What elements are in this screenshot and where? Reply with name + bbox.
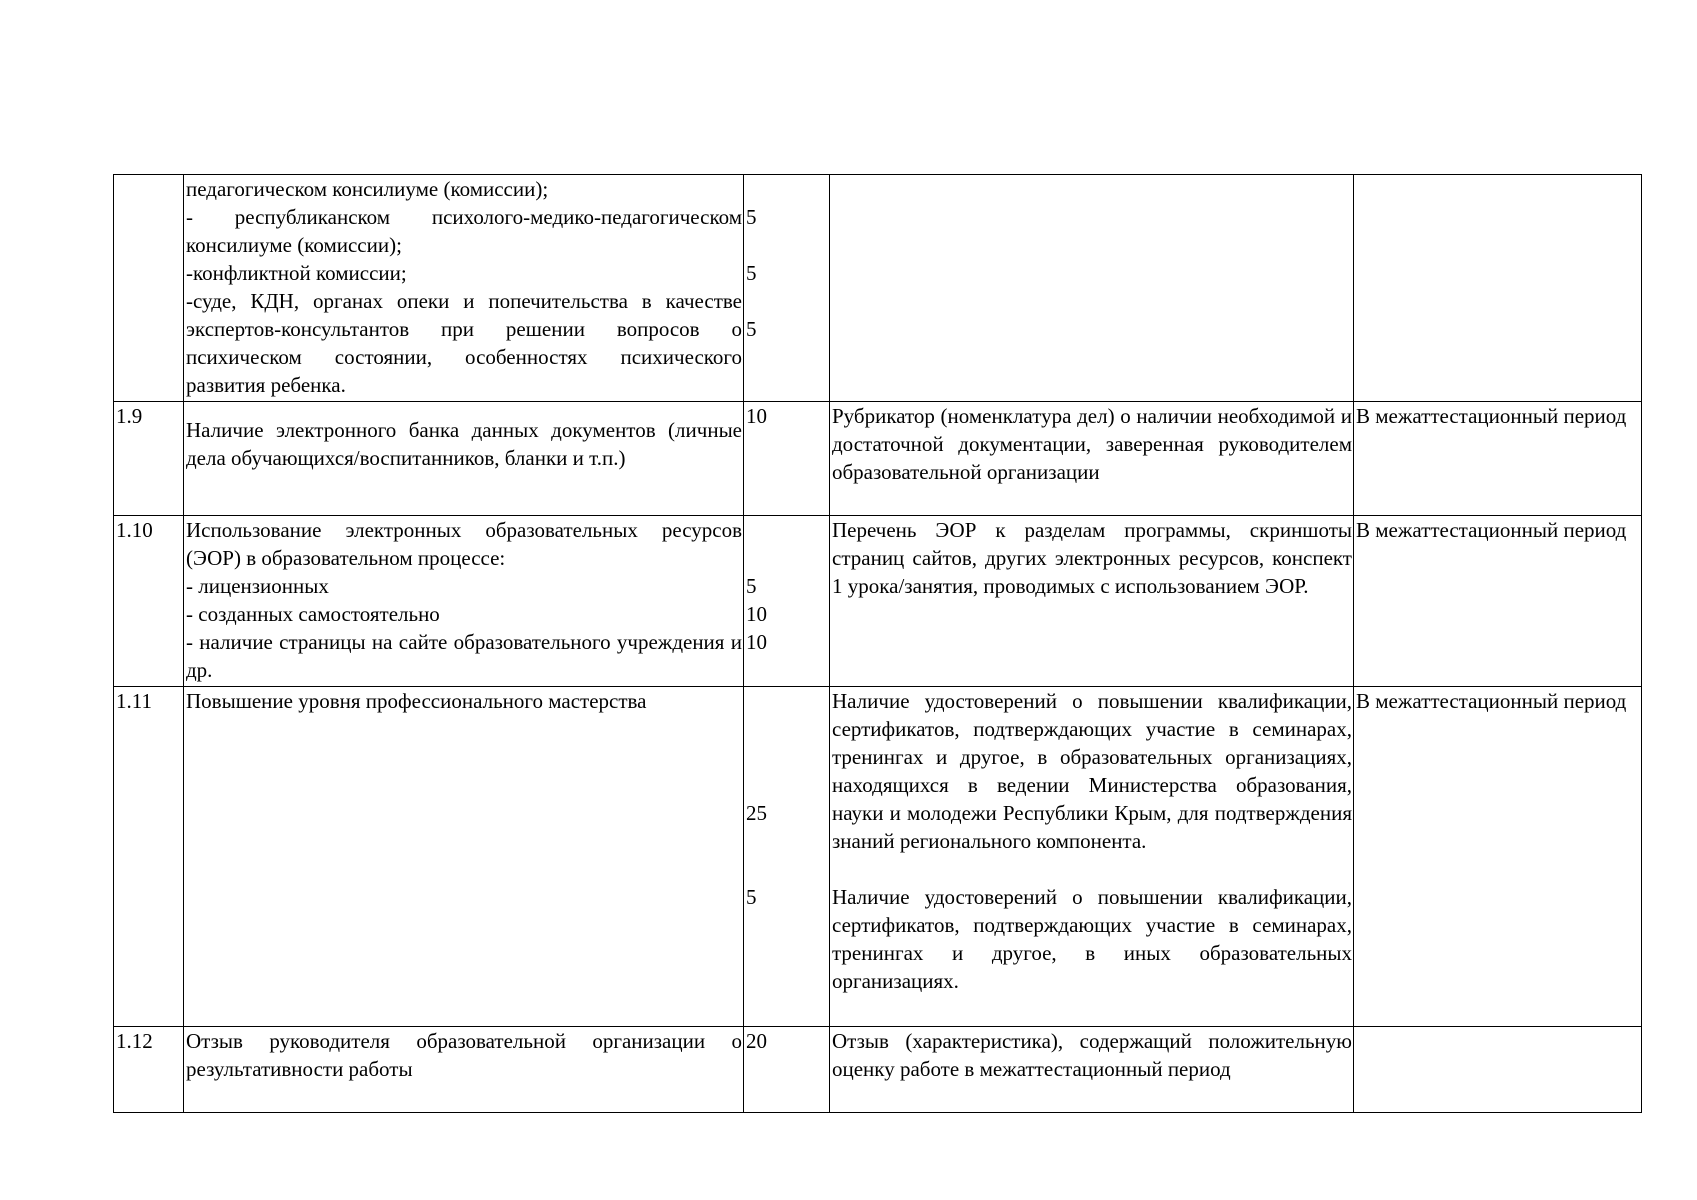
score-cell (744, 516, 830, 687)
indicator-line: - наличие страницы на сайте образовательного учреждения и др. (186, 630, 742, 682)
evidence-cell: Рубрикатор (номенклатура дел) о наличии необходимой и достаточной документации, заверенная руководителем образовательной организации (830, 402, 1354, 516)
score-cell (744, 175, 830, 402)
score-value: 5 (746, 261, 757, 285)
evidence-cell (830, 687, 1354, 1027)
score-value: 20 (746, 1029, 767, 1053)
indicator-line: -конфликтной комиссии; (186, 261, 407, 285)
score-value: 25 (746, 801, 767, 825)
score-value: 10 (746, 630, 767, 654)
row-number (114, 175, 184, 402)
period-cell (1354, 1027, 1642, 1113)
score-value: 5 (746, 205, 757, 229)
indicator-text: Наличие электронного банка данных документов (личные дела обучающихся/воспитанников, бланки и т.п.) (186, 418, 742, 470)
score-value: 10 (746, 404, 767, 428)
evidence-paragraph: Наличие удостоверений о повышении квалификации, сертификатов, подтверждающих участие в семинарах, тренингах и другое, в образовательных организациях, находящихся в ведении Министерства образования, науки и молодежи Республики Крым, для подтверждения знаний регионального компонента. (832, 689, 1352, 853)
table-row (114, 175, 1642, 402)
score-value: 10 (746, 602, 767, 626)
evidence-cell: Перечень ЭОР к разделам программы, скриншоты страниц сайтов, других электронных ресурсов, конспект 1 урока/занятия, проводимых с использованием ЭОР. (830, 516, 1354, 687)
indicator-cell (184, 687, 744, 1027)
table-row (114, 1027, 1642, 1113)
indicator-line: - созданных самостоятельно (186, 602, 440, 626)
indicator-line: - лицензионных (186, 574, 329, 598)
indicator-cell: Отзыв руководителя образовательной организации о результативности работы (184, 1027, 744, 1113)
row-number: 1.11 (114, 687, 184, 1027)
row-number: 1.10 (114, 516, 184, 687)
indicator-line: - республиканском психолого-медико-педагогическом консилиуме (комиссии); (186, 205, 742, 257)
table-row (114, 687, 1642, 1027)
score-value: 5 (746, 885, 757, 909)
row-number: 1.12 (114, 1027, 184, 1113)
score-cell (744, 1027, 830, 1113)
score-value: 5 (746, 574, 757, 598)
score-value: 5 (746, 317, 757, 341)
table-row (114, 402, 1642, 516)
indicator-cell (184, 175, 744, 402)
score-cell (744, 687, 830, 1027)
evidence-paragraph: Наличие удостоверений о повышении квалификации, сертификатов, подтверждающих участие в семинарах, тренингах и другое, в иных образовательных организациях. (832, 885, 1352, 993)
period-cell (1354, 175, 1642, 402)
period-cell: В межаттестационный период (1354, 687, 1642, 1027)
period-cell: В межаттестационный период (1354, 516, 1642, 687)
indicator-cell (184, 516, 744, 687)
row-number: 1.9 (114, 402, 184, 516)
indicator-cell (184, 402, 744, 516)
indicator-line: -суде, КДН, органах опеки и попечительства в качестве экспертов-консультантов при решении вопросов о психическом состоянии, особенностях психического развития ребенка. (186, 289, 742, 397)
period-cell: В межаттестационный период (1354, 402, 1642, 516)
indicator-line: педагогическом консилиуме (комиссии); (186, 177, 549, 201)
table-row (114, 516, 1642, 687)
evidence-cell (830, 175, 1354, 402)
indicator-line: Использование электронных образовательных ресурсов (ЭОР) в образовательном процессе: (186, 518, 742, 570)
score-cell (744, 402, 830, 516)
evidence-cell: Отзыв (характеристика), содержащий положительную оценку работе в межаттестационный период (830, 1027, 1354, 1113)
criteria-table (113, 174, 1642, 1113)
indicator-text: Повышение уровня профессионального мастерства (186, 689, 647, 713)
